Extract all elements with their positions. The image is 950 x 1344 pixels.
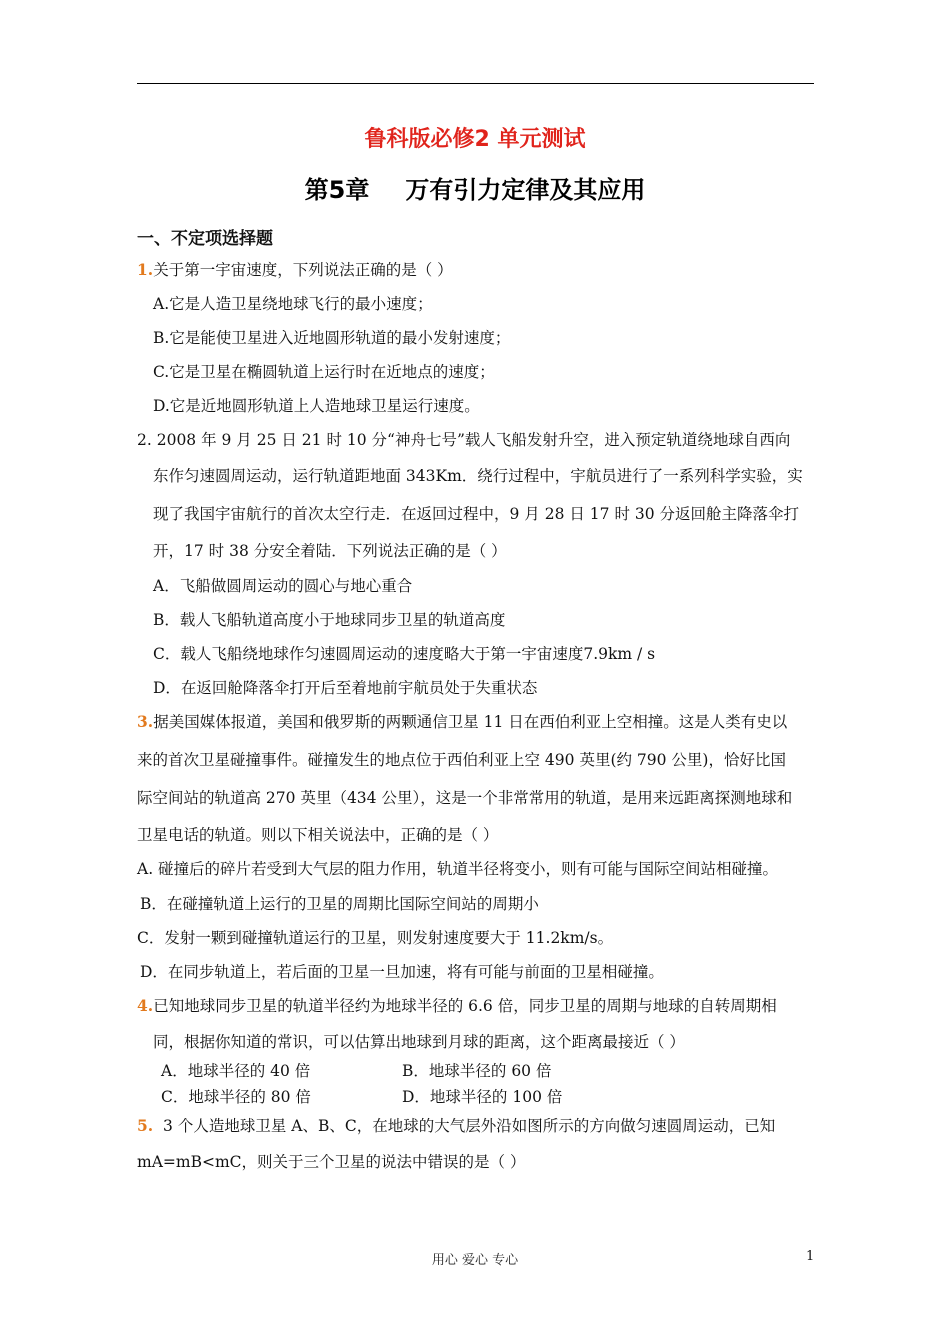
question-number: 3. [137, 712, 154, 731]
option-c: C．发射一颗到碰撞轨道运行的卫星，则发射速度要大于 11.2km/s。 [137, 929, 614, 947]
option-d: D．地球半径的 100 倍 [402, 1088, 563, 1106]
question-4-line-2: 同，根据你知道的常识，可以估算出地球到月球的距离，这个距离最接近（ ） [153, 1033, 685, 1051]
option-d: D.它是近地圆形轨道上人造地球卫星运行速度。 [153, 397, 480, 415]
option-b: B．载人飞船轨道高度小于地球同步卫星的轨道高度 [153, 611, 506, 629]
question-3-line-3: 际空间站的轨道高 270 英里（434 公里），这是一个非常常用的轨道，是用来远距离探测地球和 [137, 789, 793, 807]
option-a: A．地球半径的 40 倍 [161, 1062, 311, 1080]
question-4-line-1: 4.已知地球同步卫星的轨道半径约为地球半径的 6.6 倍，同步卫星的周期与地球的自转周期相 [137, 996, 777, 1015]
option-b: B．地球半径的 60 倍 [402, 1062, 552, 1080]
page-footer: 用心 爱心 专心 [431, 1253, 519, 1268]
option-d: D．在返回舱降落伞打开后至着地前宇航员处于失重状态 [153, 679, 538, 697]
question-5-line-1: 5. 3 个人造地球卫星 A、B、C，在地球的大气层外沿如图所示的方向做匀速圆周运动，已知 [137, 1116, 776, 1135]
question-1 [137, 260, 453, 280]
option-c: C．载人飞船绕地球作匀速圆周运动的速度略大于第一宇宙速度7.9km / s [153, 645, 656, 663]
option-a: A. 碰撞后的碎片若受到大气层的阻力作用，轨道半径将变小，则有可能与国际空间站相碰撞。 [137, 860, 779, 878]
option-c: C．地球半径的 80 倍 [161, 1088, 311, 1106]
question-3-line-2: 来的首次卫星碰撞事件。碰撞发生的地点位于西伯利亚上空 490 英里(约 790 公里)，恰好比国 [137, 751, 786, 769]
header-rule [137, 83, 814, 84]
chapter-heading [0, 170, 950, 205]
option-b: B．在碰撞轨道上运行的卫星的周期比国际空间站的周期小 [140, 895, 539, 913]
question-2-line-4: 开，17 时 38 分安全着陆．下列说法正确的是（ ） [153, 542, 507, 560]
question-2-line-1: 2. 2008 年 9 月 25 日 21 时 10 分“神舟七号”载人飞船发射升空，进入预定轨道绕地球自西向 [137, 431, 791, 449]
question-stem: 关于第一宇宙速度，下列说法正确的是（ ） [153, 261, 453, 279]
question-5-line-2: mA=mB<mC，则关于三个卫星的说法中错误的是（ ） [137, 1153, 526, 1171]
section-heading: 一、不定项选择题 [137, 229, 273, 249]
option-d: D．在同步轨道上，若后面的卫星一旦加速，将有可能与前面的卫星相碰撞。 [140, 963, 664, 981]
option-c: C.它是卫星在椭圆轨道上运行时在近地点的速度； [153, 363, 495, 381]
page-number: 1 [806, 1249, 815, 1264]
option-a: A.它是人造卫星绕地球飞行的最小速度； [153, 295, 433, 313]
question-2-line-2: 东作匀速圆周运动，运行轨道距地面 343Km．绕行过程中，宇航员进行了一系列科学实验，实 [153, 467, 803, 485]
option-b: B.它是能使卫星进入近地圆形轨道的最小发射速度； [153, 329, 511, 347]
question-3-line-1: 3.据美国媒体报道，美国和俄罗斯的两颗通信卫星 11 日在西伯利亚上空相撞。这是人类有史以 [137, 712, 788, 731]
chapter-number: 第5章 [304, 176, 370, 204]
question-2-line-3: 现了我国宇宙航行的首次太空行走．在返回过程中，9 月 28 日 17 时 30 分返回舱主降落伞打 [153, 505, 800, 523]
question-number: 1. [137, 260, 154, 279]
option-a: A．飞船做圆周运动的圆心与地心重合 [153, 577, 413, 595]
document-title: 鲁科版必修2 单元测试 [364, 127, 586, 152]
question-number: 4. [137, 996, 154, 1015]
question-3-line-4: 卫星电话的轨道。则以下相关说法中，正确的是（ ） [137, 826, 499, 844]
question-number: 5. [137, 1116, 154, 1135]
chapter-title: 万有引力定律及其应用 [405, 176, 646, 204]
